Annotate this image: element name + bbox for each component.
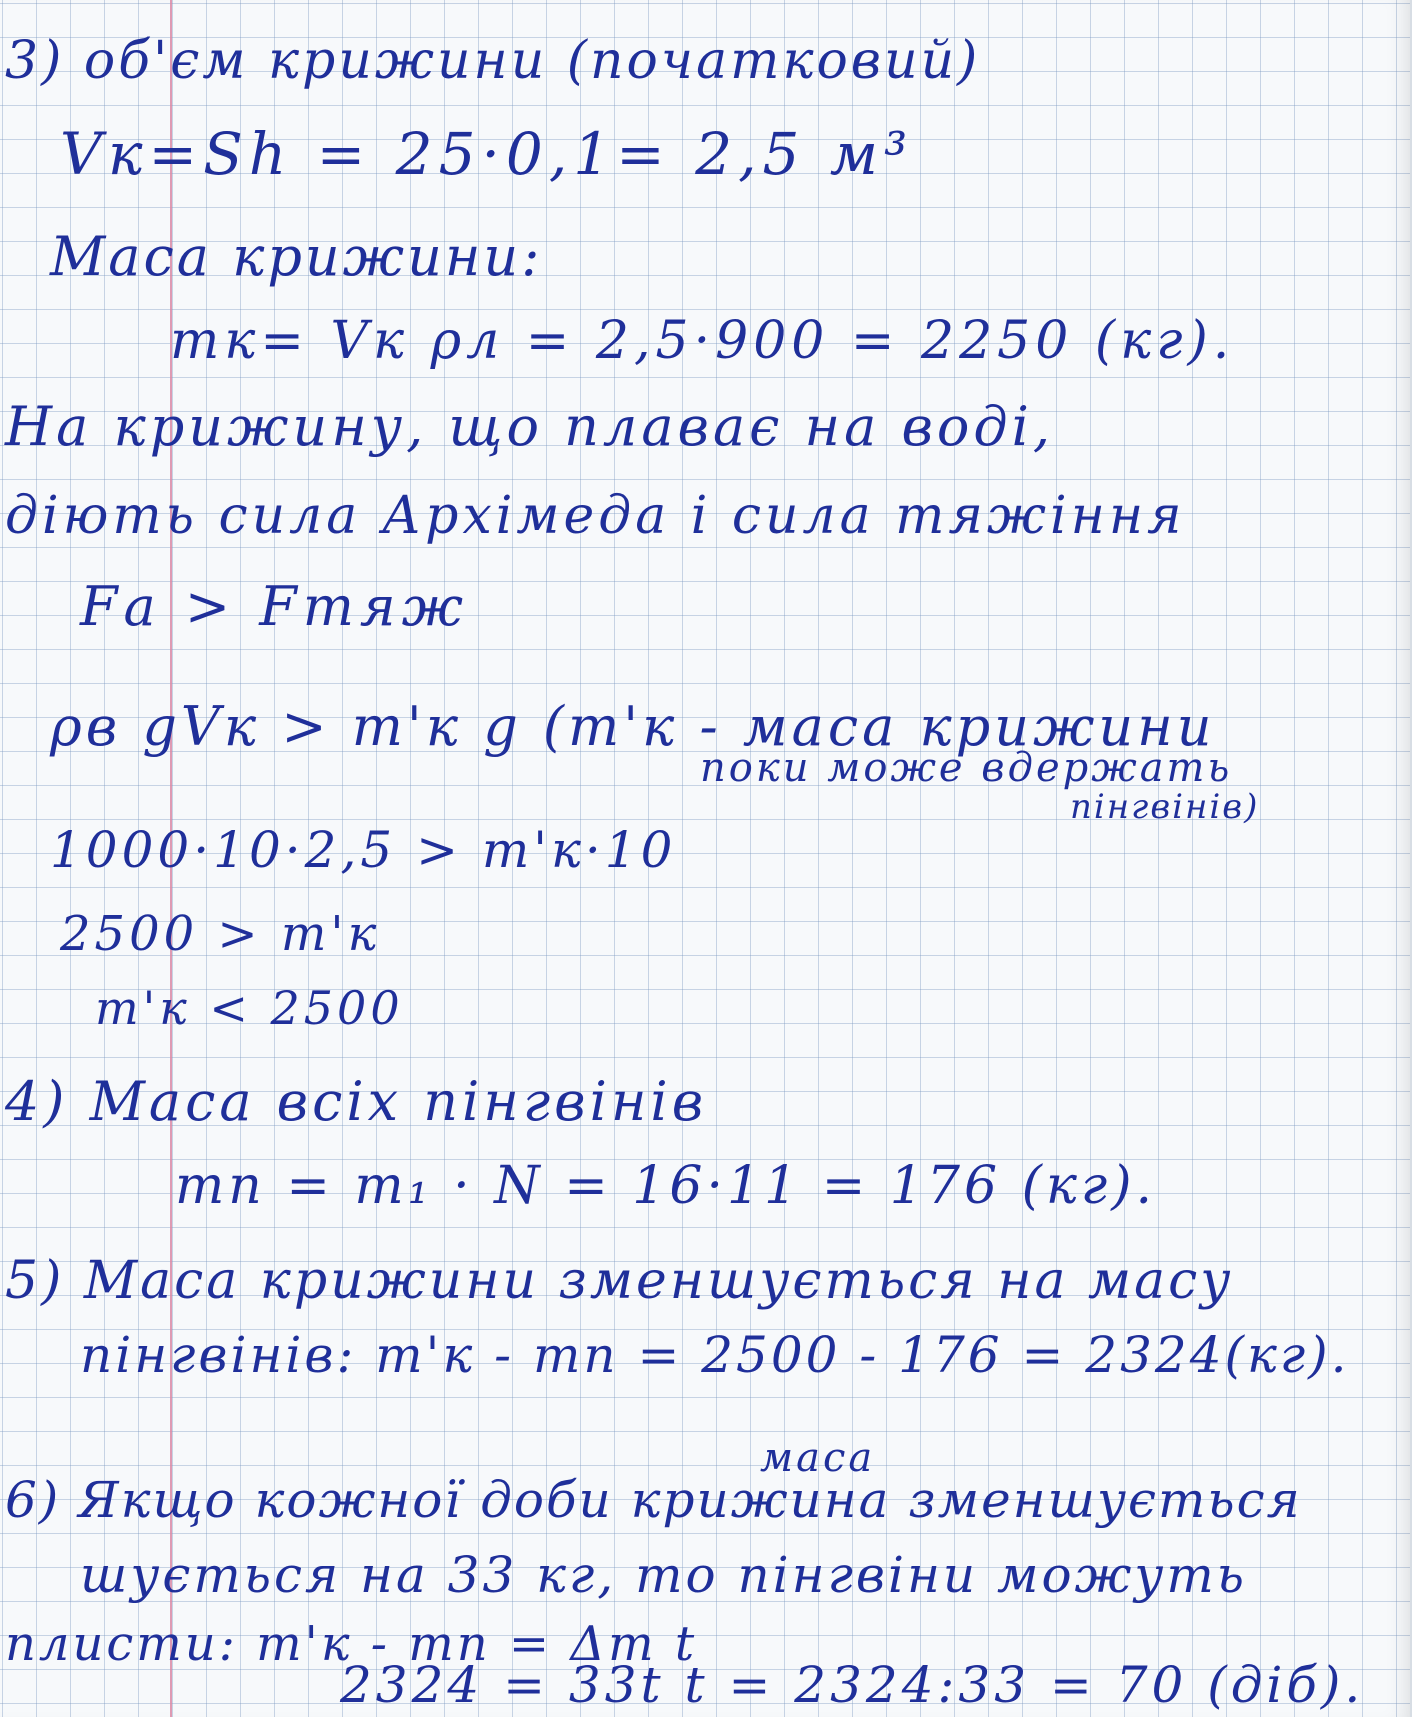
forces-text-line-1: На крижину, що плаває на воді, [5,395,1055,458]
final-answer: 2324 = 33t t = 2324:33 = 70 (діб). [340,1656,1365,1714]
simplified-inequality: 2500 > m'к [60,906,381,962]
step-5-formula: пінгвінів: m'к - mп = 2500 - 176 = 2324(кг). [80,1326,1350,1384]
inequality-note-line-3: пінгвінів) [1070,787,1260,827]
expanded-inequality: ρв gVк > m'к g (m'к - маса крижини [50,695,1216,758]
inequality-note-line-2: поки може вдержать [700,745,1233,791]
step-6-text-line-2: шується на 33 кг, то пінгвіни можуть [80,1546,1248,1604]
mass-heading: Маса крижини: [50,225,543,288]
forces-text-line-2: діють сила Архімеда і сила тяжіння [5,486,1186,546]
mass-formula: mк= Vк ρл = 2,5·900 = 2250 (кг). [170,311,1235,371]
volume-formula: Vк=Sh = 25·0,1= 2,5 м³ [60,120,914,188]
step-3-heading: 3) об'єм крижини (початковий) [5,31,981,91]
step-6-text-line-1: 6) Якщо кожної доби крижина зменшується [5,1471,1302,1529]
penguin-mass-formula: mп = m₁ · N = 16·11 = 176 (кг). [175,1156,1157,1216]
step-5-text: 5) Маса крижини зменшується на масу [5,1251,1234,1311]
inserted-word: маса [760,1435,876,1481]
mass-limit: m'к < 2500 [95,981,404,1035]
step-4-heading: 4) Маса всіх пінгвінів [5,1070,708,1133]
force-inequality: Fа > Fтяж [80,575,470,638]
numeric-inequality: 1000·10·2,5 > m'к·10 [50,821,677,879]
step-6-equation: плисти: m'к - mп = Δm t [5,1616,698,1672]
